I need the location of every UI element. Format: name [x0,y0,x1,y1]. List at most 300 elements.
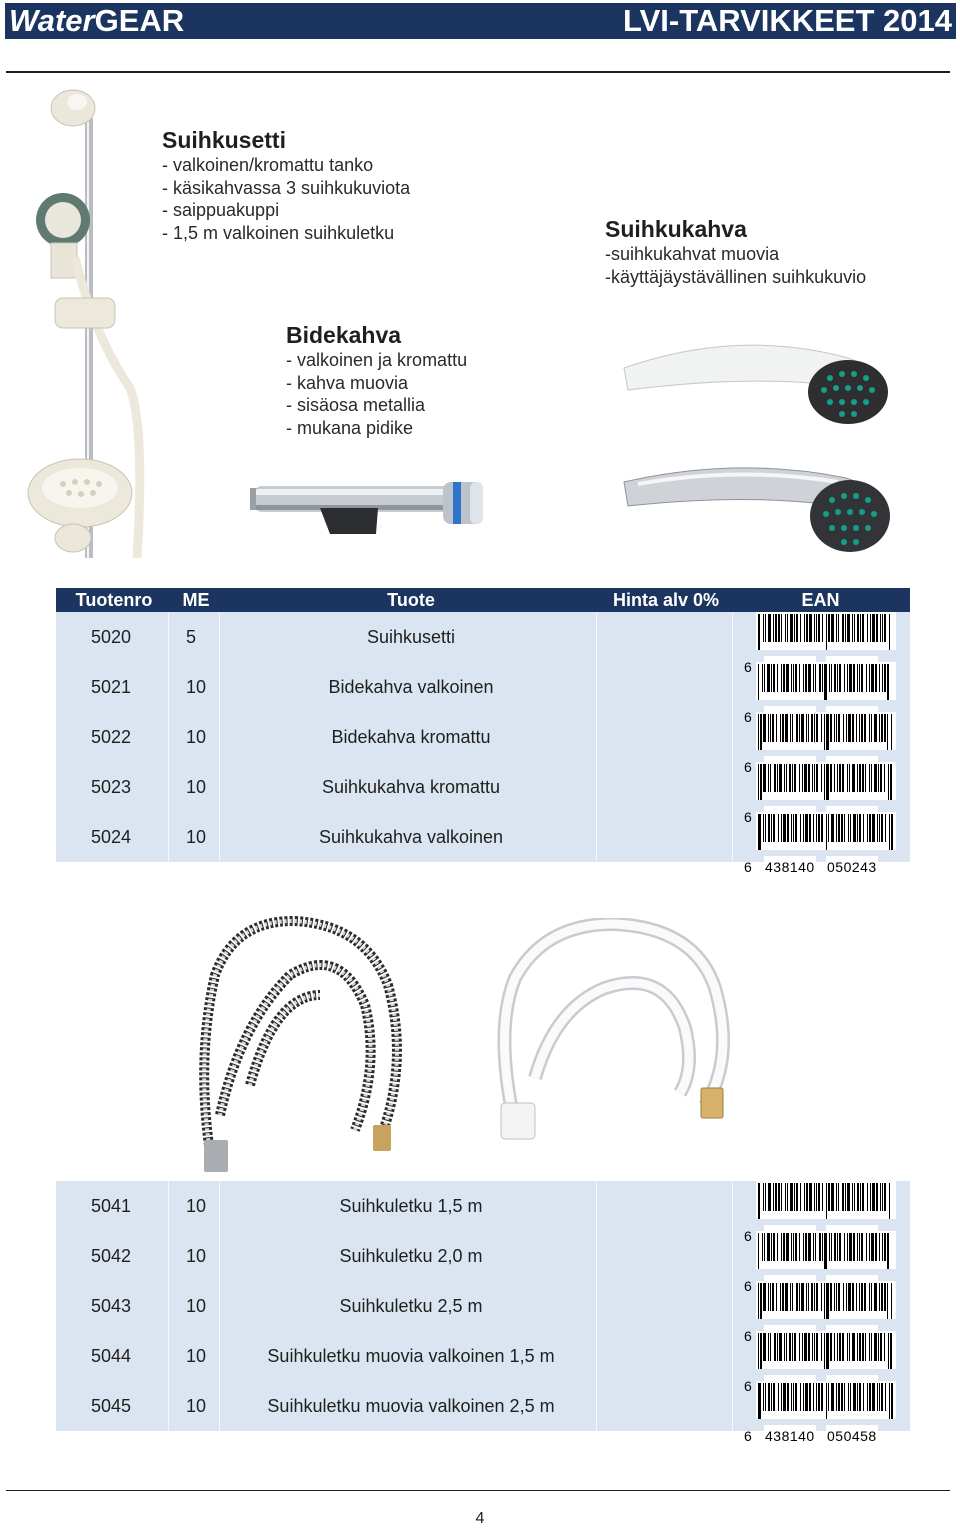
ean-digit-group-1: 438140 [764,856,816,878]
barcode-bar [882,664,883,692]
barcode-bar [869,1233,870,1261]
barcode-bars [756,662,896,700]
bidekahva-title: Bidekahva [286,322,402,348]
barcode-bar [758,1183,760,1219]
barcode-bar [765,814,766,842]
barcode-bar [879,1383,880,1411]
barcode-bar [871,1333,872,1361]
barcode-bar [852,714,854,742]
barcode-bar [878,764,879,792]
ean-barcode [744,1181,898,1244]
barcode-bar [872,814,875,842]
barcode-bar [818,1383,820,1411]
barcode-bar [796,1183,798,1211]
barcode-bar [826,1333,829,1369]
barcode-bar [891,1283,892,1319]
barcode-bar [783,1233,785,1261]
barcode-bar [877,814,878,842]
col-tuotenro: Tuotenro [75,590,153,610]
barcode-bar [768,1383,770,1411]
table-header [56,588,910,612]
barcode-bar [818,614,820,642]
barcode-bar [857,1383,858,1411]
barcode-bar [764,1233,765,1261]
barcode-bar [796,614,798,642]
cell-tuotenro: 5024 [91,827,132,847]
barcode-bar [773,1183,774,1211]
barcode-bar [758,664,759,700]
barcode-bar [771,1383,772,1411]
barcode-bar [838,614,839,642]
brand-logo-water: Water [9,3,95,38]
barcode-bar [803,664,804,692]
barcode-bar [779,1333,782,1361]
barcode-bar [837,664,838,692]
barcode-bar [847,1183,850,1211]
barcode-bar [846,714,847,742]
cell-me: 10 [186,777,207,797]
barcode-bar [828,814,829,842]
barcode-bar [869,814,871,842]
barcode-bar [847,1333,848,1361]
barcode-bar [876,1183,878,1211]
barcode-bar [783,1383,786,1411]
barcode-bar [841,1383,843,1411]
barcode-bar [849,1233,852,1261]
barcode-bar [805,664,807,692]
barcode-bar [875,664,877,692]
barcode-bar [822,664,823,692]
barcode-bar [763,1383,764,1411]
barcode-bar [816,1383,817,1411]
barcode-bar [861,1283,863,1311]
barcode-bar [828,614,830,642]
barcode-bar [821,714,822,742]
barcode-bar [881,714,883,742]
page-number: 4 [475,1510,485,1527]
cell-tuotenro: 5022 [91,727,132,747]
barcode-bar [799,764,800,792]
barcode-bar [781,614,782,642]
barcode-bar [837,764,838,792]
barcode-bar [880,764,882,792]
barcode-bar [826,714,829,750]
barcode-bar [819,664,821,692]
barcode-bar [821,814,823,842]
barcode-bar [763,764,766,792]
ean-barcode [744,1331,898,1394]
barcode-bar [803,1233,804,1261]
barcode-bar [785,714,788,742]
suihkusetti-description [162,127,410,244]
ean-digit-prefix: 6 [744,859,752,875]
barcode-bar [790,1183,793,1211]
table-body [56,612,910,875]
barcode-bar [785,614,786,642]
barcode-bar [871,764,872,792]
barcode-bar [763,1183,764,1211]
barcode-bar [850,1383,851,1411]
barcode-bar [819,1233,821,1261]
barcode-bar [786,1333,787,1361]
suihkusetti-line: - 1,5 m valkoinen suihkuletku [162,222,395,243]
barcode-bar [838,714,840,742]
barcode-bar [758,1233,759,1269]
barcode-bar [778,1383,779,1411]
product-table-2 [56,1181,910,1444]
barcode-bar [852,1333,855,1361]
barcode-bar [847,764,848,792]
barcode-bar [780,714,781,742]
ean-digit-prefix: 6 [744,1378,752,1394]
ean-digit-prefix: 6 [744,1228,752,1244]
barcode-bar [800,814,801,842]
barcode-bar [860,614,861,642]
barcode-bar [763,1333,766,1361]
barcode-bar [796,714,798,742]
barcode-bar [763,814,764,842]
page-header [5,3,956,39]
barcode-bar [806,1283,807,1311]
barcode-bar [801,1283,804,1311]
barcode-bar [869,714,870,742]
barcode-bar [777,1233,778,1261]
barcode-bar [824,1283,825,1319]
barcode-bar [857,764,858,792]
barcode-bar [843,714,844,742]
barcode-bar [815,1233,816,1261]
barcode-bar [831,814,834,842]
cell-me: 5 [186,627,197,647]
barcode-bar [786,1233,789,1261]
suihkukahva-line: -käyttäjäystävällinen suihkukuvio [605,266,867,287]
barcode-bar [881,1283,883,1311]
barcode-bar [806,614,808,642]
barcode-bar [859,764,861,792]
ean-digit-prefix: 6 [744,709,752,725]
barcode-bar [870,1183,871,1211]
barcode-bar [816,764,818,792]
table-row [56,1231,910,1294]
barcode-bar [814,764,815,792]
barcode-bar [859,664,860,692]
barcode-bar [860,1183,861,1211]
barcode-bar [853,1233,855,1261]
barcode-bar [786,664,789,692]
barcode-bar [767,664,770,692]
table-row [56,1331,910,1394]
barcode-bar [880,1183,881,1211]
barcode-bar [847,1233,848,1261]
barcode-bar [824,764,825,800]
barcode-bar [816,614,817,642]
barcode-bar [847,664,848,692]
barcode-bar [799,1333,800,1361]
barcode-bar [871,1283,872,1311]
table-row [56,612,910,675]
cell-tuote: Bidekahva valkoinen [328,677,494,697]
barcode-bar [879,1283,880,1311]
barcode-bar [778,614,780,642]
barcode-bar [887,664,889,700]
barcode-bar [808,1333,810,1361]
barcode-bar [884,614,886,642]
barcode-bar [760,1283,762,1319]
barcode-bar [874,1283,877,1311]
barcode-bar [884,1283,886,1311]
barcode-bar [879,714,880,742]
barcode-bar [871,714,872,742]
barcode-bar [837,1333,838,1361]
col-tuote: Tuote [387,590,435,610]
barcode-bar [758,1283,759,1319]
barcode-bars [756,762,896,800]
barcode-bar [771,664,772,692]
barcode-bar [816,1183,817,1211]
col-hinta: Hinta alv 0% [612,590,720,610]
barcode-bar [888,1333,889,1369]
barcode-bar [758,1333,759,1369]
cell-tuote: Suihkukahva valkoinen [318,827,504,847]
barcode-bar [813,664,814,692]
barcode-bar [836,814,837,842]
cell-me: 10 [186,1346,207,1366]
barcode-bar [857,1333,858,1361]
barcode-bar [804,614,805,642]
barcode-bars [756,712,896,750]
table-row [56,812,910,875]
barcode-bar [816,814,817,842]
barcode-bar [771,1233,772,1261]
ean-barcode [744,812,898,875]
barcode-bar [821,1383,823,1411]
barcode-bar [808,764,810,792]
barcode-bar [808,1233,811,1261]
barcode-bar [795,814,797,842]
barcode-bar [830,714,832,742]
barcode-bar [790,1283,791,1311]
barcode-bar [815,664,816,692]
barcode-bar [879,814,880,842]
cell-tuotenro: 5043 [91,1296,132,1316]
barcode-bar [773,664,775,692]
barcode-bar [867,814,868,842]
barcode-bar [853,1383,856,1411]
barcode-bar [763,614,764,642]
barcode-bar [809,1183,812,1211]
cell-tuote: Suihkuletku 1,5 m [339,1196,483,1216]
barcode-bar [770,1333,771,1361]
table-row [56,712,910,775]
barcode-bar [778,814,779,842]
barcode-bar [760,1333,762,1369]
cell-me: 10 [186,827,207,847]
suihkusetti-line: - saippuakuppi [162,200,280,220]
barcode-bar [887,714,888,750]
barcode-bar [891,714,892,750]
barcode-bar [891,814,893,850]
barcode-bar [777,664,778,692]
barcode-bar [782,714,784,742]
barcode-bar [826,614,827,650]
barcode-bar [834,764,835,792]
barcode-bar [867,614,868,642]
barcode-bar [875,1233,877,1261]
barcode-bar [792,1333,793,1361]
barcode-bar [821,1333,822,1361]
barcode-bar [801,714,804,742]
barcode-bar [776,1283,777,1311]
barcode-bar [812,1333,813,1361]
barcode-bar [888,764,889,800]
barcode-bar [814,614,815,642]
barcode-bar [872,614,875,642]
barcode-bar [861,714,863,742]
ean-digit-prefix: 6 [744,659,752,675]
barcode-bar [824,714,825,750]
barcode-bar [770,1283,771,1311]
barcode-bar [889,614,890,650]
barcode-bar [872,1383,875,1411]
barcode-bar [859,714,860,742]
barcode-bar [772,714,774,742]
barcode-bar [863,1383,864,1411]
barcode-bars [756,612,896,650]
ean-barcode [744,1231,898,1294]
barcode-bar [791,1383,792,1411]
barcode-bar [839,1333,841,1361]
cell-tuotenro: 5020 [91,627,132,647]
barcode-bars [756,1381,896,1419]
barcode-bar [880,1333,882,1361]
shower-head-chrome-photo [618,460,894,560]
barcode-bar [890,764,892,800]
barcode-bar [864,714,866,742]
barcode-bar [781,1183,782,1211]
barcode-bar [789,1333,791,1361]
barcode-bar [848,1383,849,1411]
barcode-bar [889,1183,890,1219]
barcode-bar [814,1283,815,1311]
barcode-bar [874,714,877,742]
barcode-bar [816,714,818,742]
barcode-bar [809,814,811,842]
barcode-bar [792,714,793,742]
barcode-bar [804,1333,807,1361]
barcode-bar [802,1333,803,1361]
barcode-bar [834,664,836,692]
barcode-bar [800,1183,801,1211]
barcode-bar [882,614,883,642]
barcode-bar [828,1383,829,1411]
barcode-bar [799,1233,800,1261]
barcode-bar [859,1383,861,1411]
barcode-bar [862,764,864,792]
barcode-bar [884,714,886,742]
table-row [56,762,910,825]
barcode-bar [793,814,794,842]
barcode-bar [836,1283,837,1311]
barcode-bar [758,764,759,800]
barcode-bar [818,1183,820,1211]
table-row [56,662,910,725]
barcode-bar [791,664,792,692]
barcode-bar [831,614,834,642]
ean-barcode [744,762,898,825]
product-table-1 [56,588,910,875]
barcode-bar [781,664,782,692]
barcode-bar [773,1383,775,1411]
barcode-bar [857,614,859,642]
barcode-bar [760,714,762,750]
barcode-bar [848,1283,851,1311]
ean-digit-group-2: 050243 [826,856,878,878]
footer-divider [6,1490,950,1491]
barcode-bars [756,1231,896,1269]
barcode-bar [884,1183,886,1211]
barcode-bar [849,664,852,692]
barcode-bar [794,1333,796,1361]
shower-head-white-photo [618,338,894,430]
barcode-bar [829,664,830,692]
ean-barcode [744,662,898,725]
cell-me: 10 [186,677,207,697]
barcode-bar [838,814,840,842]
barcode-bar [790,714,791,742]
barcode-bar [844,1383,845,1411]
barcode-bar [846,1283,847,1311]
metal-hose-photo [190,915,415,1175]
barcode-bar [852,1183,853,1211]
barcode-bar [775,614,777,642]
barcode-bar [882,1183,883,1211]
barcode-bar [866,664,867,692]
ean-digit-group-1: 438140 [764,1425,816,1447]
barcode-bar [842,614,844,642]
barcode-bar [839,664,841,692]
suihkukahva-line: -suihkukahvat muovia [605,244,780,264]
barcode-bars [756,1181,896,1219]
barcode-bar [830,1283,832,1311]
barcode-bar [836,614,837,642]
barcode-bar [826,814,827,850]
barcode-bar [804,1183,805,1211]
barcode-bar [805,1233,807,1261]
barcode-bar [824,664,827,700]
barcode-bar [800,1383,801,1411]
barcode-bar [808,714,809,742]
table-row [56,1181,910,1244]
barcode-bar [872,1183,875,1211]
barcode-bar [774,1333,776,1361]
barcode-bar [812,764,813,792]
barcode-bar [874,1333,877,1361]
barcode-bar [765,614,766,642]
barcode-bar [792,764,793,792]
barcode-bar [869,1333,870,1361]
ean-digit-prefix: 6 [744,1278,752,1294]
barcode-bar [845,1183,846,1211]
barcode-bar [861,664,863,692]
barcode-bar [847,614,850,642]
barcode-bar [768,1333,769,1361]
barcode-bar [877,1383,878,1411]
cell-tuote: Suihkusetti [366,627,456,647]
barcode-bar [863,814,864,842]
barcode-bar [791,814,792,842]
barcode-bar [849,1333,850,1361]
barcode-bar [859,1233,860,1261]
